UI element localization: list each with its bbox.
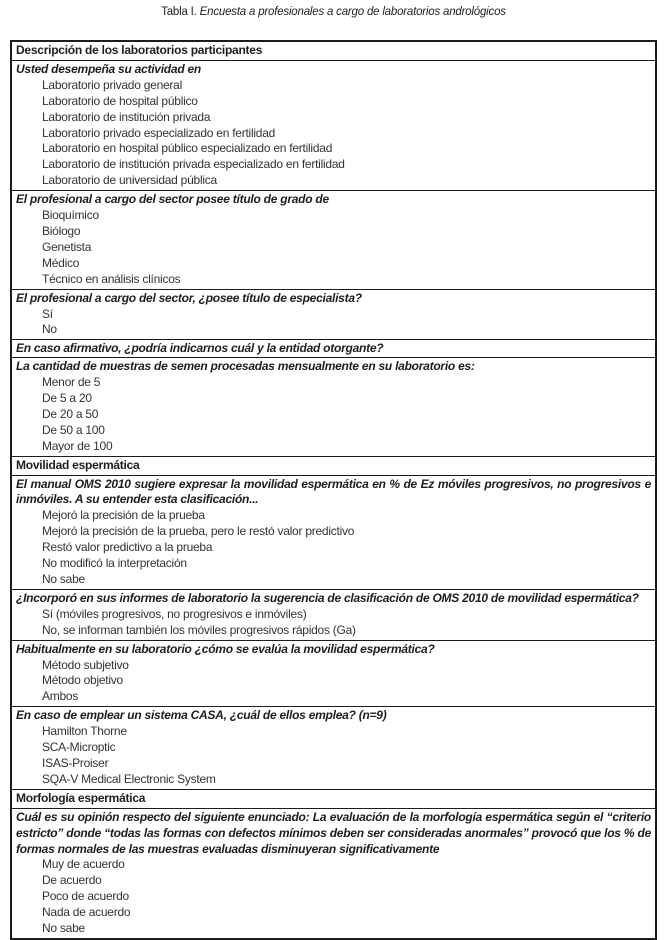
question-row: El profesional a cargo del sector posee título de grado de [16,192,329,207]
option-row: Método objetivo [42,673,123,688]
option-row: De 5 a 20 [42,391,92,406]
question-row: La cantidad de muestras de semen procesadas mensualmente en su laboratorio es: [16,359,475,374]
section-activity [12,60,655,190]
option-row: No, se informan también los móviles progresivos rápidos (Ga) [42,622,356,637]
option-row: SQA-V Medical Electronic System [42,771,216,786]
option-row: Ambos [42,689,79,704]
question-row: El profesional a cargo del sector, ¿posee título de especialista? [16,290,362,305]
option-row: De 50 a 100 [42,422,105,437]
section-specialist [12,289,655,340]
option-row: Muy de acuerdo [42,857,125,872]
section-morphology-opinion [12,808,655,938]
question-row: En caso afirmativo, ¿podría indicarnos cuál y la entidad otorgante? [16,341,384,356]
question-row: Habitualmente en su laboratorio ¿cómo se evalúa la movilidad espermática? [16,641,435,656]
option-row: Bioquímico [42,208,99,223]
option-row: Laboratorio de institución privada especializado en fertilidad [42,157,345,172]
option-row: No [42,322,57,337]
option-row: Restó valor predictivo a la prueba [42,540,213,555]
section-motility-header [12,456,655,475]
question-row: Cuál es su opinión respecto del siguiente enunciado: La evaluación de la morfología espermática según el “criterio estricto” donde “todas las formas con defectos mínimos deben ser consideradas anormales” provocó que los % de formas normales de las muestras evaluadas disminuyeran significativamente [16,809,651,856]
option-row: Médico [42,255,80,270]
option-row: Menor de 5 [42,375,101,390]
option-row: Laboratorio de hospital público [42,93,198,108]
section-header: Morfología espermática [16,790,146,805]
section-sample-count [12,357,655,455]
option-row: Biólogo [42,223,81,238]
section-morphology-header [12,789,655,808]
question-row: ¿Incorporó en sus informes de laboratorio la sugerencia de clasificación de OMS 2010 de movilidad espermática? [16,590,639,605]
option-row: Poco de acuerdo [42,889,129,904]
option-row: Técnico en análisis clínicos [42,271,181,286]
option-row: Nada de acuerdo [42,905,131,920]
option-row: Laboratorio privado especializado en fertilidad [42,125,276,140]
section-oms-classification [12,475,655,589]
option-row: SCA-Microptic [42,740,116,755]
section-entity [12,339,655,357]
section-oms-reports [12,589,655,640]
option-row: Genetista [42,239,92,254]
option-row: Mayor de 100 [42,438,113,453]
section-casa-system [12,706,655,789]
section-header: Descripción de los laboratorios participantes [16,43,263,57]
option-row: Mejoró la precisión de la prueba [42,508,205,523]
question-row: El manual OMS 2010 sugiere expresar la movilidad espermática en % de Ez móviles progresivos, no progresivos e inmóviles. A su entender esta clasificación... [16,476,651,507]
option-row: Laboratorio de universidad pública [42,173,217,188]
option-row: Mejoró la precisión de la prueba, pero le restó valor predictivo [42,524,355,539]
option-row: No modificó la interpretación [42,556,187,571]
option-row: Laboratorio privado general [42,77,183,92]
option-row: No sabe [42,572,85,586]
option-row: Método subjetivo [42,657,129,672]
section-header: Movilidad espermática [16,457,140,472]
option-row: Sí (móviles progresivos, no progresivos e inmóviles) [42,606,307,621]
section-degree [12,190,655,288]
option-row: Sí [42,306,53,321]
question-row: Usted desempeña su actividad en [16,61,201,76]
table-caption-text: Encuesta a profesionales a cargo de laboratorios andrológicos [199,6,506,18]
section-lab-description [12,42,655,60]
option-row: Laboratorio de institución privada [42,109,211,124]
option-row: De acuerdo [42,873,102,888]
option-row: No sabe [42,921,85,936]
question-row: En caso de emplear un sistema CASA, ¿cuál de ellos emplea? (n=9) [16,708,387,723]
survey-table [10,40,657,940]
table-caption [0,6,667,18]
option-row: Hamilton Thorne [42,724,127,739]
section-motility-method [12,640,655,707]
option-row: Laboratorio en hospital público especializado en fertilidad [42,141,333,156]
option-row: ISAS-Proiser [42,755,109,770]
option-row: De 20 a 50 [42,406,99,421]
table-caption-prefix: Tabla I. [161,6,197,18]
